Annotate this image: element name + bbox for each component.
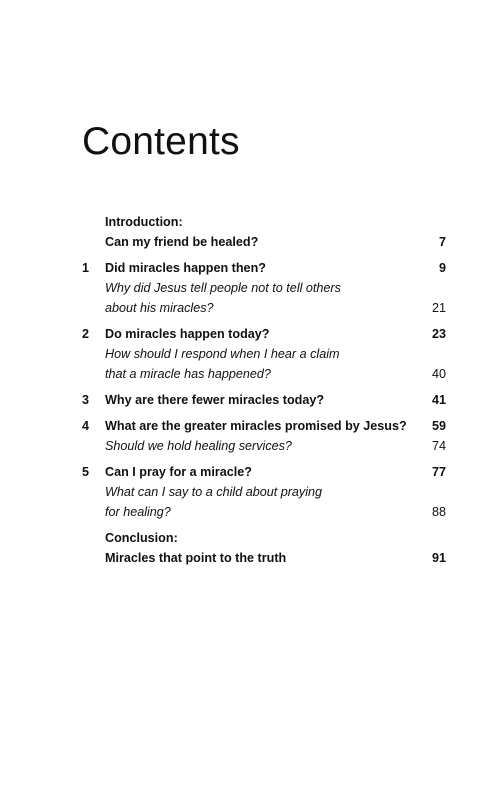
toc-line bbox=[80, 462, 446, 482]
subsection-title: How should I respond when I hear a claim bbox=[105, 347, 340, 361]
chapter-number: 5 bbox=[82, 465, 90, 479]
page-number: 74 bbox=[431, 439, 446, 453]
chapter-number: 2 bbox=[82, 327, 90, 341]
toc-line bbox=[80, 278, 446, 298]
chapter-title: What are the greater miracles promised by Jesus? bbox=[105, 419, 407, 433]
toc-line bbox=[80, 416, 446, 436]
page-number: 59 bbox=[431, 419, 446, 433]
toc-line bbox=[80, 390, 446, 410]
page-title: Contents bbox=[82, 120, 240, 163]
subsection-title: Why did Jesus tell people not to tell others bbox=[105, 281, 341, 295]
toc-line bbox=[80, 548, 446, 568]
chapter-title: Miracles that point to the truth bbox=[105, 551, 287, 565]
subsection-title: about his miracles? bbox=[105, 301, 214, 315]
toc-line bbox=[80, 212, 446, 232]
subsection-title: that a miracle has happened? bbox=[105, 367, 271, 381]
chapter-title: Can my friend be healed? bbox=[105, 235, 259, 249]
page-number: 9 bbox=[438, 261, 446, 275]
toc-entry bbox=[80, 324, 446, 384]
page-number: 91 bbox=[431, 551, 446, 565]
chapter-title: Did miracles happen then? bbox=[105, 261, 266, 275]
toc-line bbox=[80, 298, 446, 318]
page-number: 40 bbox=[431, 367, 446, 381]
toc-line bbox=[80, 482, 446, 502]
subsection-title: Should we hold healing services? bbox=[105, 439, 292, 453]
page-number: 7 bbox=[438, 235, 446, 249]
toc-entry bbox=[80, 212, 446, 252]
page-number: 41 bbox=[431, 393, 446, 407]
toc-line bbox=[80, 344, 446, 364]
chapter-number: 4 bbox=[82, 419, 90, 433]
toc-line bbox=[80, 528, 446, 548]
subsection-title: for healing? bbox=[105, 505, 171, 519]
page-number: 23 bbox=[431, 327, 446, 341]
toc-line bbox=[80, 232, 446, 252]
page-number: 88 bbox=[431, 505, 446, 519]
table-of-contents bbox=[80, 212, 446, 568]
toc-entry bbox=[80, 462, 446, 522]
page-number: 21 bbox=[431, 301, 446, 315]
subsection-title: What can I say to a child about praying bbox=[105, 485, 323, 499]
chapter-number: 1 bbox=[82, 261, 90, 275]
chapter-number: 3 bbox=[82, 393, 90, 407]
chapter-title: Why are there fewer miracles today? bbox=[105, 393, 325, 407]
chapter-title: Conclusion: bbox=[105, 531, 178, 545]
toc-entry bbox=[80, 528, 446, 568]
toc-line bbox=[80, 364, 446, 384]
toc-line bbox=[80, 324, 446, 344]
toc-line bbox=[80, 436, 446, 456]
toc-entry bbox=[80, 390, 446, 410]
toc-line bbox=[80, 258, 446, 278]
toc-line bbox=[80, 502, 446, 522]
chapter-title: Introduction: bbox=[105, 215, 183, 229]
chapter-title: Can I pray for a miracle? bbox=[105, 465, 252, 479]
toc-entry bbox=[80, 416, 446, 456]
chapter-title: Do miracles happen today? bbox=[105, 327, 270, 341]
toc-entry bbox=[80, 258, 446, 318]
page-number: 77 bbox=[431, 465, 446, 479]
